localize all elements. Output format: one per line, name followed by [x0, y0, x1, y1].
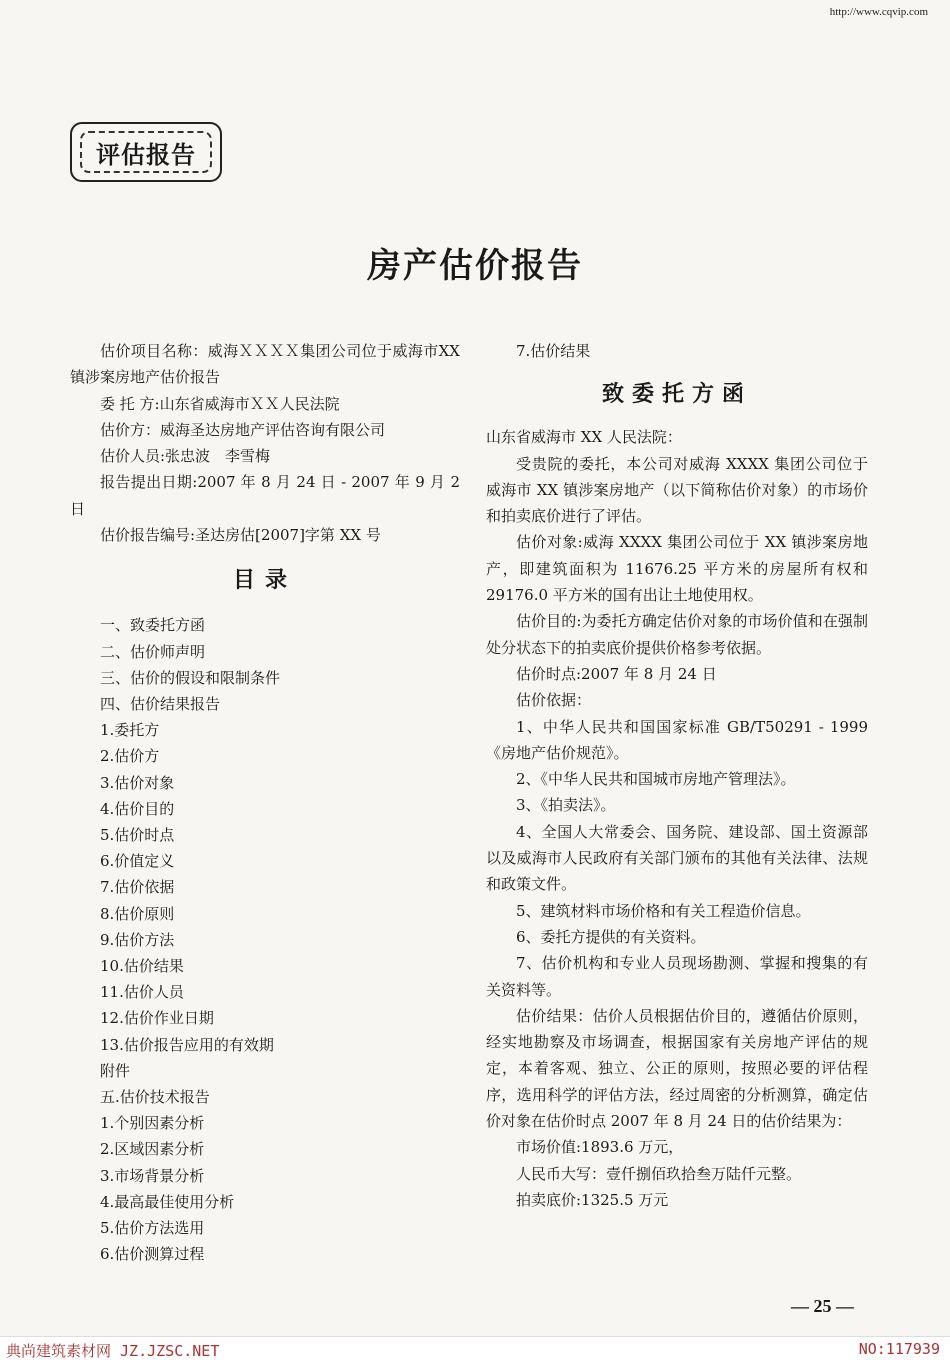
toc-item: 五.估价技术报告: [100, 1088, 210, 1107]
footer-id: NO:117939: [858, 1340, 940, 1358]
toc-item: 1.个别因素分析: [100, 1114, 205, 1133]
toc-item-continued: 7.估价结果: [516, 342, 591, 360]
letter-paragraph: 估价结果：估价人员根据估价目的，遵循估价原则，经实地勘察及市场调查，根据国家有关房地产评估的规定，本着客观、独立、公正的原则，按照必要的评估程序，选用科学的评估方法，经过周密的分析测算，确定估价对象在估价时点 2007 年 8 月 24 日的估价结果为：: [486, 1006, 868, 1131]
toc-heading: 目录: [232, 568, 297, 594]
toc-item: 四、估价结果报告: [100, 694, 221, 713]
toc-item: 7.估价依据: [100, 878, 175, 897]
toc-item: 5.估价方法选用: [100, 1219, 205, 1238]
toc-item: 二、估价师声明: [100, 642, 206, 661]
toc-item: 三、估价的假设和限制条件: [100, 668, 281, 687]
letter-paragraph: 拍卖底价:1325.5 万元: [516, 1190, 669, 1209]
info-report-number: 估价报告编号:圣达房估[2007]字第 XX 号: [100, 526, 381, 545]
toc-item: 一、致委托方函: [100, 616, 206, 635]
right-column: [486, 338, 868, 1213]
letter-paragraph: 估价依据：: [516, 691, 592, 710]
toc-item: 4.最高最佳使用分析: [100, 1192, 235, 1211]
toc-item: 9.估价方法: [100, 930, 175, 949]
toc-item: 3.市场背景分析: [100, 1166, 205, 1185]
left-column: [70, 338, 460, 1267]
letter-paragraph: 2、《中华人民共和国城市房地产管理法》。: [516, 770, 796, 789]
letter-paragraph: 6、委托方提供的有关资料。: [516, 927, 706, 946]
source-url: http://www.cqvip.com: [829, 6, 928, 18]
toc-item: 附件: [100, 1061, 131, 1080]
toc-item: 12.估价作业日期: [100, 1009, 214, 1028]
toc-item: 4.估价目的: [100, 799, 175, 818]
letter-paragraph: 市场价值:1893.6 万元，: [516, 1138, 684, 1157]
info-project-name: 估价项目名称：威海ＸＸＸＸ集团公司位于威海市XX镇涉案房地产估价报告: [70, 342, 460, 387]
badge-label: 评估报告: [96, 140, 196, 169]
letter-paragraph: 估价目的:为委托方确定估价对象的市场价值和在强制处分状态下的拍卖底价提供价格参考依据。: [486, 612, 868, 657]
toc-item: 8.估价原则: [100, 904, 175, 923]
footer-watermark: 典尚建筑素材网 JZ.JZSC.NET: [6, 1342, 220, 1360]
toc-item: 10.估价结果: [100, 957, 184, 976]
toc-item: 3.估价对象: [100, 773, 175, 792]
letter-paragraph: 受贵院的委托，本公司对威海 XXXX 集团公司位于威海市 XX 镇涉案房地产（以下简称估价对象）的市场价和拍卖底价进行了评估。: [486, 454, 868, 526]
toc-item: 13.估价报告应用的有效期: [100, 1035, 274, 1054]
toc-item: 5.估价时点: [100, 826, 175, 844]
toc-item: 6.估价测算过程: [100, 1245, 205, 1264]
info-staff: 估价人员:张忠波 李雪梅: [100, 447, 271, 466]
info-appraiser: 估价方：威海圣达房地产评估咨询有限公司: [100, 420, 386, 439]
letter-paragraph: 估价时点:2007 年 8 月 24 日: [516, 664, 717, 683]
letter-paragraph: 1、中华人民共和国国家标准 GB/T50291 - 1999《房地产估价规范》。: [486, 717, 868, 762]
toc-item: 2.估价方: [100, 747, 160, 766]
toc-item: 1.委托方: [100, 721, 160, 740]
letter-paragraph: 4、全国人大常委会、国务院、建设部、国土资源部以及威海市人民政府有关部门颁布的其他有关法律、法规和政策文件。: [486, 822, 868, 894]
info-report-date: 报告提出日期:2007 年 8 月 24 日 - 2007 年 9 月 2 日: [70, 473, 460, 518]
page-number: — 25 —: [791, 1296, 854, 1316]
letter-paragraph: 7、估价机构和专业人员现场勘测、掌握和搜集的有关资料等。: [486, 954, 868, 999]
toc-item: 2.区域因素分析: [100, 1140, 205, 1159]
letter-heading: 致委托方函: [601, 382, 752, 408]
page-title: 房产估价报告: [367, 246, 583, 286]
info-client: 委 托 方:山东省威海市ＸＸ人民法院: [100, 394, 340, 413]
letter-paragraph: 5、建筑材料市场价格和有关工程造价信息。: [516, 901, 811, 920]
letter-body: [486, 451, 868, 1214]
letter-salutation: 山东省威海市 XX 人民法院：: [486, 428, 682, 447]
toc-list: [70, 612, 460, 1267]
letter-paragraph: 人民币大写：壹仟捌佰玖拾叁万陆仟元整。: [516, 1164, 802, 1183]
letter-paragraph: 估价对象:威海 XXXX 集团公司位于 XX 镇涉案房地产，即建筑面积为 11676.25 平方米的房屋所有权和 29176.0 平方米的国有出让土地使用权。: [486, 533, 868, 605]
section-badge: [70, 122, 222, 182]
toc-item: 6.价值定义: [100, 852, 175, 871]
letter-paragraph: 3、《拍卖法》。: [516, 796, 616, 815]
toc-item: 11.估价人员: [100, 983, 184, 1002]
badge-frame: [80, 131, 212, 173]
